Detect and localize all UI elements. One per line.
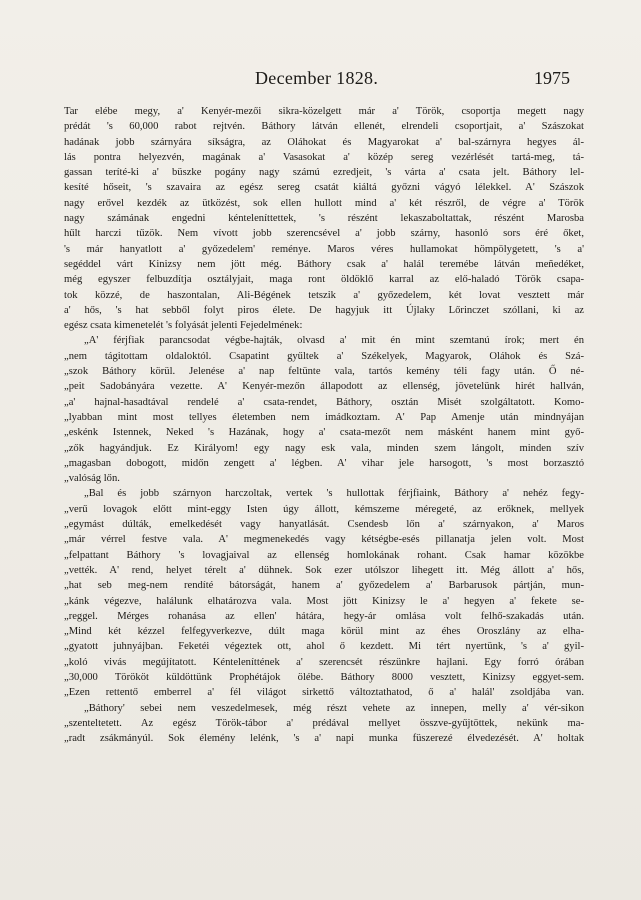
text-line: nagy számának engedni kénteleníttettek, 's részént lekaszaboltattak, részént Marosba [64, 213, 584, 225]
text-line: Tar elébe megy, a' Kenyér-mezői sikra-közelgett már a' Török, csoportja megett nagy [64, 106, 584, 117]
text-line: „eskénk Istennek, Neked 's Hazának, hogy a' csata-mezőt nem másként hanem mint győ- [64, 427, 584, 439]
text-line: „zők hagyándjuk. Ez Királyom! egy nagy esk vala, minden szem lángolt, minden szív [64, 442, 584, 454]
text-line: nagy erővel kezdék az ütközést, sok ellen hullott mind a' két részről, de végre a' Török [64, 197, 584, 209]
body-text [64, 104, 584, 746]
text-line: „Báthory' sebei nem veszedelmesek, még részt vehete az innepen, melly a' vér-sikon [84, 702, 584, 714]
text-line: egész csata kimenetelét 's folyását jelenti Fejedelmének: [64, 320, 303, 332]
text-line: segéddel várt Kinizsy nem jött még. Báthory csak a' halál teremébe látván meñedéket, [64, 258, 584, 270]
text-line: „Bal és jobb szárnyon harczoltak, vertek 's hullottak férjfiaink, Báthory a' nehéz fegy- [84, 488, 584, 500]
text-line: „A' férjfiak parancsodat végbe-hajták, olvasd a' mit én mint szemtanú írok; mert én [84, 335, 584, 347]
text-line: hűlt harczi tűzök. Nem vívott jobb szerencsével a' jobb szárny, hasonló sors éré őket, [64, 228, 584, 240]
text-line: „Ezen rettentő emberrel a' fél világot sirkettő változtathatod, ő a' halál' zsoldjába van. [64, 687, 584, 699]
text-line: a' hős, 's hat sebből folyt piros élete. De hagyjuk itt Újlaky Lőrinczet szóllani, ki az [64, 304, 584, 316]
text-line: „peit Sadobányára vezette. A' Kenyér-mezőn állapodott az ellenség, jövetelünk hirét hallván, [64, 381, 584, 393]
text-line: „gyatott juhnyájban. Feketéi végeztek ott, ahol ő kezdett. Mi tért nyertünk, 's a' gyil- [64, 641, 584, 653]
text-line: „lyabban mint most tellyes életemben nem imádkoztam. A' Pap Amenje után mindnyájan [64, 411, 584, 423]
running-head: December 1828. [255, 68, 379, 88]
text-line: „reggel. Mérges rohanása az ellen' hátára, hegy-ár omlása volt felhő-szakadás után. [64, 610, 584, 622]
text-line: „Mind két kézzel felfegyverkezve, dúlt maga körül mint az éhes Oroszlány az elha- [64, 626, 584, 638]
text-line: még egyszer felbuzdítja osztályjait, maga ront öldöklő karral az elő-haladó Török csapa- [64, 274, 584, 286]
text-line: „egymást dúlták, emelkedését vagy hanyatlását. Csendesb lőn a' szárnyakon, a' Maros [64, 519, 584, 531]
text-line: „magasban dobogott, midőn zengett a' légben. A' vihar jele harsogott, 's most borzasztó [64, 457, 584, 469]
page-header [0, 68, 641, 92]
text-line: „verű lovagok előtt mint-eggy Isten úgy állott, kémszeme méregeté, az erőknek, mellyek [64, 503, 584, 515]
text-line: „valóság lőn. [64, 473, 120, 485]
text-line: prédát 's 60,000 rabot rejtvén. Báthory látván ellenét, elrendeli csoportjait, a' Szászokat [64, 121, 584, 133]
text-line: tok közzé, de haszontalan, Ali-Bégének tetszik a' győzedelem, két lovat vesztett már [64, 289, 584, 301]
text-line: „nem tágitottam oldaloktól. Csapatint gyűltek a' Székelyek, Magyarok, Oláhok és Szá- [64, 350, 584, 362]
text-line: „radt zsákmányúl. Sok élemény lelénk, 's a' napi munka füszerezé élvedezését. A' holtak [64, 733, 584, 745]
text-line: gassan teríté-ki a' büszke pogány nagy számú ezredjeit, 's várta a' csata jelt. Báthory lel- [64, 167, 584, 179]
text-line: „felpattant Báthory 's lovagjaival az ellenség homlokának rohant. Csak hamar közökbe [64, 549, 584, 561]
text-line: „hat seb meg-nem rendíté bátorságát, hanem a' győzedelem a' Barbarusok pártján, mun- [64, 580, 584, 592]
text-line: „a' hajnal-hasadtával rendelé a' csata-rendet, Báthory, osztán Misét szolgáltatott. Komo- [64, 396, 584, 408]
text-line: „30,000 Törököt küldöttünk Prophétájok ölébe. Báthory 8000 vesztett, Kinizsy eggyet-sem. [64, 671, 584, 683]
text-line: „kánk végezve, halálunk elhatározva vala. Most jött Kinizsy le a' hegyen a' fekete se- [64, 595, 584, 607]
page-number: 1975 [534, 68, 570, 88]
text-line: hadának jobb szárnyára síkságra, az Oláhokat és Magyarokat a' bal-szárnyra hegyes ál- [64, 136, 584, 148]
text-line: 's már hanyatlott a' győzedelem' reménye. Maros véres hullamokat hömpölygetett, 's a' [64, 243, 584, 255]
text-line: kesíté hőseit, 's szavaira az egész sereg csatát kiáltá győzni vágyó lélekkel. A' Szászok [64, 182, 584, 194]
text-line: „szenteltetett. Az egész Török-tábor a' prédával mellyet összve-gyűjtöttek, nekünk ma- [64, 717, 584, 729]
text-line: „vették. A' rend, helyet térelt a' dühnek. Sok ezer utólszor lihegett itt. Még állott a' hős, [64, 564, 584, 576]
text-line: „szok Báthory körül. Jelenése a' nap feltünte vala, tartós kemény téli fagy után. Ő né- [64, 366, 584, 378]
text-line: „koló vivás megújítatott. Kénteleníttének a' szerencsét részünkre hajlani. Egy forró órában [64, 656, 584, 668]
text-line: lás pontra helyezvén, magának a' Vasasokat a' közép sereg vezérlését tartá-meg, tá- [64, 151, 584, 163]
text-line: „már vérrel festve vala. A' megmenekedés vagy kétségbe-esés pillanatja jelen volt. Most [64, 534, 584, 546]
